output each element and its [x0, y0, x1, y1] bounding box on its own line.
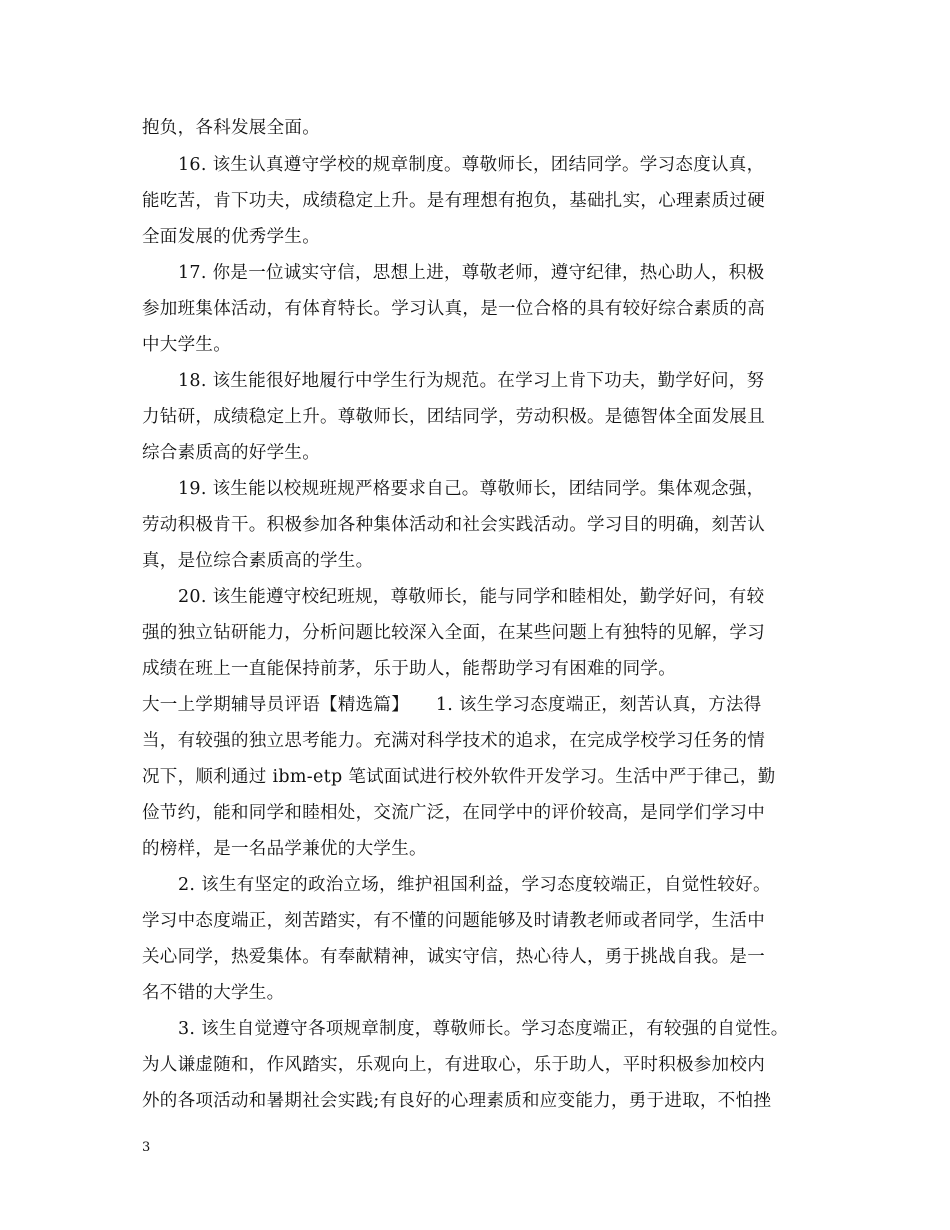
text-line: 2. 该生有坚定的政治立场，维护祖国利益，学习态度较端正，自觉性较好。	[178, 875, 771, 895]
text-line: 中大学生。	[142, 335, 231, 355]
text-line: 20. 该生能遵守校纪班规，尊敬师长，能与同学和睦相处，勤学好问，有较	[178, 587, 765, 607]
text-line: 名不错的大学生。	[142, 983, 285, 1003]
text-line: 综合素质高的好学生。	[142, 443, 320, 463]
text-line: 的榜样，是一名品学兼优的大学生。	[142, 839, 427, 859]
page-number: 3	[142, 1140, 151, 1155]
text-line: 强的独立钻研能力，分析问题比较深入全面，在某些问题上有独特的见解，学习	[142, 623, 765, 643]
text-line: 俭节约，能和同学和睦相处，交流广泛，在同学中的评价较高，是同学们学习中	[142, 803, 765, 823]
section-heading-line: 大一上学期辅导员评语【精选篇】 1. 该生学习态度端正，刻苦认真，方法得	[142, 695, 762, 715]
text-line: 况下，顺利通过 ibm-etp 笔试面试进行校外软件开发学习。生活中严于律己，勤	[142, 767, 776, 787]
text-line: 当，有较强的独立思考能力。充满对科学技术的追求，在完成学校学习任务的情	[142, 731, 765, 751]
text-line: 关心同学，热爱集体。有奉献精神，诚实守信，热心待人，勇于挑战自我。是一	[142, 947, 765, 967]
text-line: 3. 该生自觉遵守各项规章制度，尊敬师长。学习态度端正，有较强的自觉性。	[178, 1019, 789, 1039]
text-line: 16. 该生认真遵守学校的规章制度。尊敬师长，团结同学。学习态度认真，	[178, 155, 765, 175]
text-line: 全面发展的优秀学生。	[142, 227, 320, 247]
text-line: 18. 该生能很好地履行中学生行为规范。在学习上肯下功夫，勤学好问，努	[178, 371, 765, 391]
text-line: 外的各项活动和暑期社会实践;有良好的心理素质和应变能力，勇于进取，不怕挫	[142, 1091, 772, 1111]
text-line: 19. 该生能以校规班规严格要求自己。尊敬师长，团结同学。集体观念强，	[178, 479, 765, 499]
text-line: 学习中态度端正，刻苦踏实，有不懂的问题能够及时请教老师或者同学，生活中	[142, 911, 765, 931]
text-line: 劳动积极肯干。积极参加各种集体活动和社会实践活动。学习目的明确，刻苦认	[142, 515, 765, 535]
text-line: 抱负，各科发展全面。	[142, 118, 320, 138]
text-line: 力钻研，成绩稳定上升。尊敬师长，团结同学，劳动积极。是德智体全面发展且	[142, 407, 765, 427]
text-line: 参加班集体活动，有体育特长。学习认真，是一位合格的具有较好综合素质的高	[142, 299, 765, 319]
text-line: 真，是位综合素质高的学生。	[142, 551, 374, 571]
text-line: 17. 你是一位诚实守信，思想上进，尊敬老师，遵守纪律，热心助人，积极	[178, 263, 765, 283]
text-line: 成绩在班上一直能保持前茅，乐于助人，能帮助学习有困难的同学。	[142, 659, 676, 679]
text-line: 能吃苦，肯下功夫，成绩稳定上升。是有理想有抱负，基础扎实，心理素质过硬	[142, 191, 765, 211]
text-line: 为人谦虚随和，作风踏实，乐观向上，有进取心，乐于助人，平时积极参加校内	[142, 1055, 765, 1075]
